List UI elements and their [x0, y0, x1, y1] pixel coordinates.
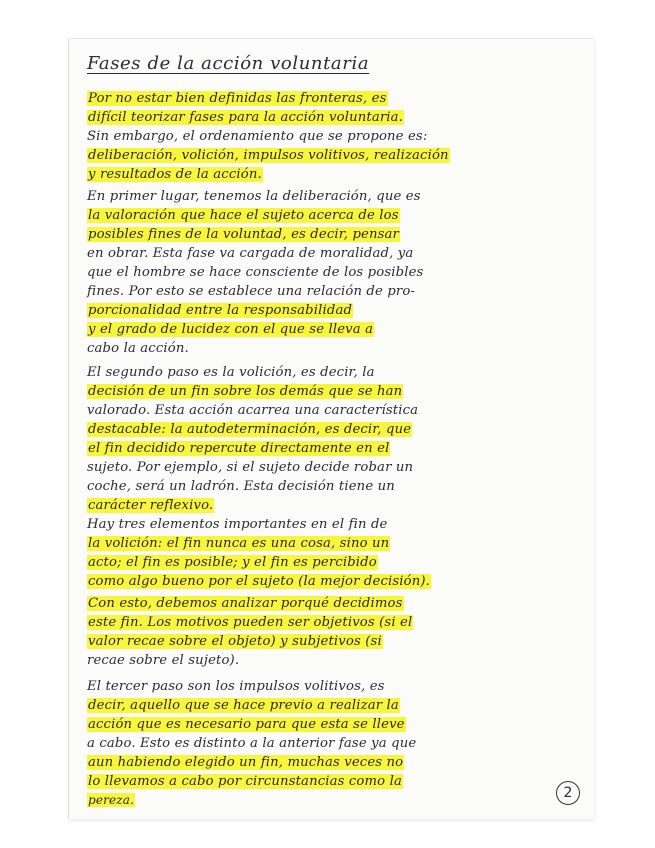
text-line: este fin. Los motivos pueden ser objetivos (si el — [88, 615, 413, 630]
text-line: pereza. — [88, 793, 134, 807]
text-line: porcionalidad entre la responsabilidad — [88, 303, 353, 318]
text-line: acto; el fin es posible; y el fin es percibido — [88, 555, 377, 570]
text-line: acción que es necesario para que esta se lleve — [88, 717, 405, 732]
text-line: en obrar. Esta fase va cargada de moralidad, ya — [87, 246, 414, 261]
text-line: la volición: el fin nunca es una cosa, sino un — [88, 536, 390, 551]
text-line: recae sobre el sujeto). — [87, 653, 240, 668]
text-line: aun habiendo elegido un fin, muchas veces no — [88, 755, 404, 770]
handwritten-page — [68, 38, 594, 819]
text-line: Con esto, debemos analizar porqué decidimos — [88, 596, 403, 611]
text-line: El tercer paso son los impulsos volitivos, es — [87, 679, 385, 694]
text-line: destacable: la autodeterminación, es decir, que — [88, 422, 412, 437]
text-line: sujeto. Por ejemplo, si el sujeto decide robar un — [87, 460, 414, 475]
text-line: cabo la acción. — [87, 341, 189, 356]
text-line: y el grado de lucidez con el que se lleva a — [88, 322, 374, 337]
text-line: En primer lugar, tenemos la deliberación, que es — [87, 189, 421, 204]
text-line: Hay tres elementos importantes en el fin de — [87, 517, 388, 532]
text-line: deliberación, volición, impulsos volitivos, realización — [88, 148, 449, 163]
text-line: decir, aquello que se hace previo a realizar la — [88, 698, 399, 713]
text-line: Por no estar bien definidas las fronteras, es — [88, 91, 387, 106]
page-number: 2 — [556, 781, 580, 805]
text-line: la valoración que hace el sujeto acerca de los — [88, 208, 399, 223]
text-line: difícil teorizar fases para la acción voluntaria. — [88, 110, 404, 125]
text-line: a cabo. Esto es distinto a la anterior fase ya que — [87, 736, 417, 751]
text-line: el fin decidido repercute directamente en el — [88, 441, 390, 456]
text-line: coche, será un ladrón. Esta decisión tiene un — [87, 479, 395, 494]
text-line: posibles fines de la voluntad, es decir, pensar — [88, 227, 400, 242]
page-title: Fases de la acción voluntaria — [87, 53, 370, 74]
text-line: valorado. Esta acción acarrea una característica — [87, 403, 419, 418]
text-line: como algo bueno por el sujeto (la mejor decisión). — [88, 574, 431, 589]
text-line: decisión de un fin sobre los demás que se han — [88, 384, 403, 399]
text-line: Sin embargo, el ordenamiento que se propone es: — [87, 129, 428, 144]
text-line: que el hombre se hace consciente de los posibles — [87, 265, 424, 280]
text-line: lo llevamos a cabo por circunstancias como la — [88, 774, 402, 789]
text-line: valor recae sobre el objeto) y subjetivos (si — [88, 634, 382, 649]
text-line: carácter reflexivo. — [88, 498, 214, 513]
text-line: y resultados de la acción. — [88, 167, 262, 182]
text-line: El segundo paso es la volición, es decir, la — [87, 365, 375, 380]
text-line: fines. Por esto se establece una relación de pro- — [87, 284, 416, 299]
